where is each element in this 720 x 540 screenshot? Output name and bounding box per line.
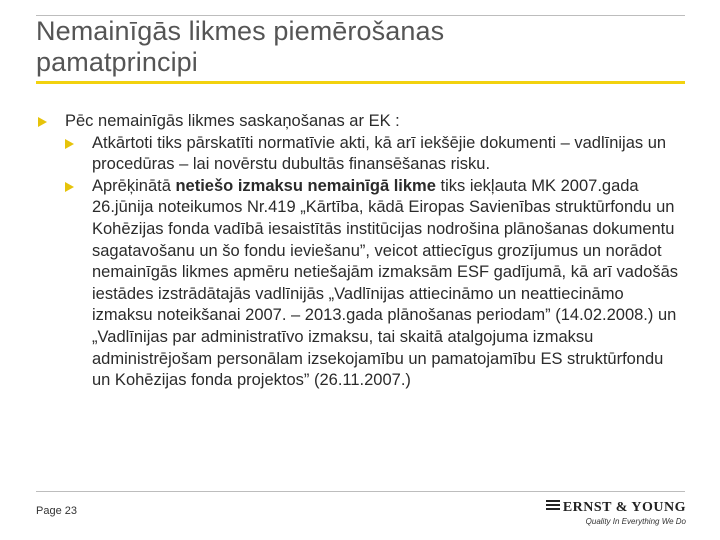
ernst-young-logo: [546, 500, 686, 526]
title-underline: [36, 81, 685, 84]
logo-name: ERNST & YOUNG: [562, 500, 686, 515]
sub-bullet-2-bold: netiešo izmaksu nemainīgā likme: [175, 176, 436, 195]
slide-title: [36, 16, 686, 78]
sub-bullet-2: [36, 176, 686, 392]
triangle-bullet-icon: [65, 182, 74, 192]
sub-bullet-1-text: Atkārtoti tiks pārskatīti normatīvie akti, kā arī iekšējie dokumenti – vadlīnijas un procedūras – lai novērstu dubultās finansēšanas risku.: [92, 133, 667, 174]
logo-tagline: Quality In Everything We Do: [585, 517, 686, 526]
sub-bullet-2-pre: Aprēķinātā: [92, 176, 176, 195]
sub-bullet-1: [36, 133, 686, 176]
title-line-2: pamatprincipi: [36, 47, 198, 77]
title-line-1: Nemainīgās likmes piemērošanas: [36, 16, 445, 46]
triangle-bullet-icon: [65, 139, 74, 149]
footer-rule: [36, 491, 685, 492]
ernst-young-logo-icon: [546, 500, 560, 512]
main-bullet-text: Pēc nemainīgās likmes saskaņošanas ar EK :: [65, 112, 400, 130]
triangle-bullet-icon: [38, 117, 47, 127]
slide-content: [36, 111, 686, 392]
page-number: Page 23: [36, 505, 77, 517]
main-bullet: [36, 111, 686, 133]
sub-bullet-2-post: tiks iekļauta MK 2007.gada 26.jūnija noteikumos Nr.419 „Kārtība, kādā Eiropas Savienības struktūrfondu un Kohēzijas fonda vadībā iesaistītās institūcijas nodrošina plānošanas dokumentu sagatavošanu un šo fondu ieviešanu”, veicot attiecīgus grozījumus un norādot nemainīgās likmes apmēru netiešajām izmaksām ESF gadījumā, kā arī vadošās iestādes izstrādātajās vadlīnijās „Vadlīnijas attiecināmo un neattiecināmo izmaksu noteikšanai 2007. – 2013.gada plānošanas periodam” (14.02.2008.) un „Vadlīnijas par administratīvo izmaksu, tai skaitā atalgojuma izmaksu administrējošam personālam izsekojamību un pamatojamību ES struktūrfondu un Kohēzijas fonda projektos” (26.11.2007.): [92, 176, 678, 390]
